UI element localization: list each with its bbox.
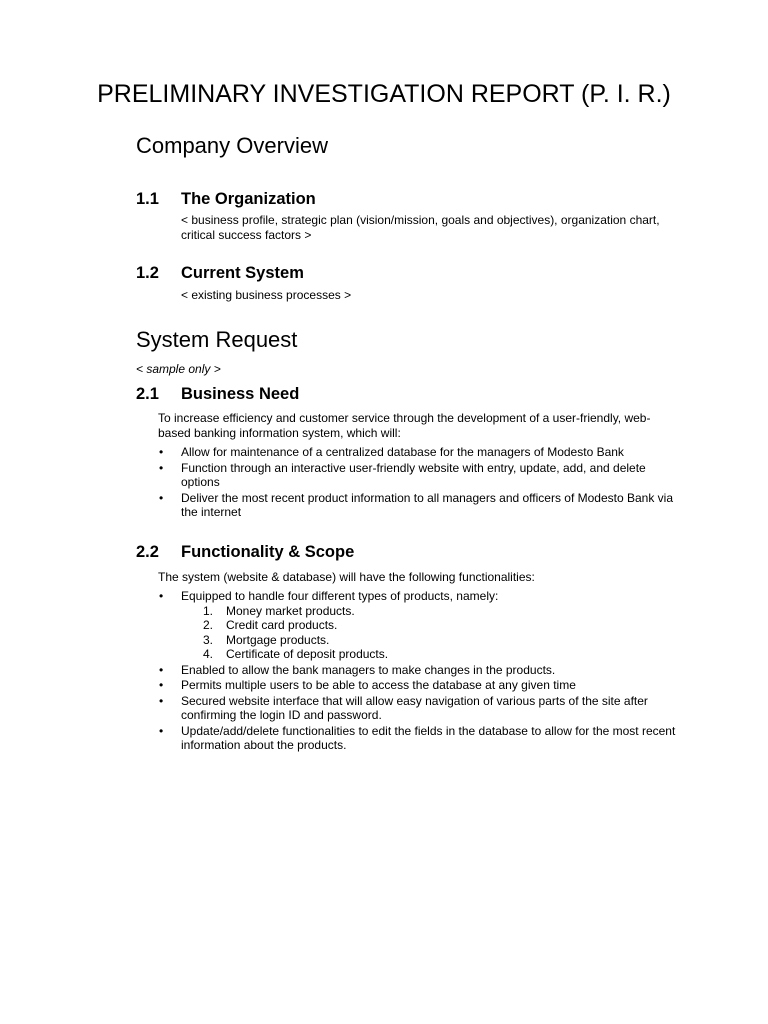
product-number: 1. [203,603,214,618]
product-number: 2. [203,618,214,632]
bullet-icon: • [159,460,164,475]
organization-description: < business profile, strategic plan (vision/mission, goals and objectives), organization chart, critical success factors > [181,213,660,242]
section-heading-company-overview: Company Overview [136,133,328,158]
list-item-text: Update/add/delete functionalities to edit the fields in the database to allow for the most recent information about the products. [181,723,676,752]
functionality-intro: The system (website & database) will have the following functionalities: [158,570,535,584]
subsection-title: The Organization [181,190,316,208]
bullet-icon: • [159,678,164,692]
product-label: Mortgage products. [226,632,330,647]
list-item [158,445,680,460]
subsection-title: Functionality & Scope [181,543,355,561]
bullet-icon: • [159,589,164,603]
subsection-number: 1.1 [136,190,159,208]
list-item-text: Enabled to allow the bank managers to make changes in the products. [181,662,556,677]
subsection-title: Business Need [181,385,300,403]
section-heading-system-request: System Request [136,327,298,352]
list-item [158,678,680,693]
list-item [158,461,680,490]
subsection-title: Current System [181,264,304,282]
subsection-number: 2.1 [136,385,159,403]
business-need-intro: To increase efficiency and customer service through the development of a user-friendly, web-based banking information system, which will: [158,411,651,440]
sample-note: < sample only > [136,362,221,376]
list-item-text: Secured website interface that will allow easy navigation of various parts of the site after confirming the login ID and password. [181,693,648,722]
subsection-number: 1.2 [136,264,159,282]
list-item-text: Equipped to handle four different types of products, namely: [181,589,499,603]
product-item [181,647,680,662]
list-item-text: Allow for maintenance of a centralized database for the managers of Modesto Bank [181,445,624,459]
list-item [158,694,680,723]
list-item-text: Deliver the most recent product information to all managers and officers of Modesto Bank via the internet [181,490,674,519]
bullet-icon: • [159,662,164,677]
product-number: 4. [203,647,214,661]
product-label: Credit card products. [226,618,338,632]
subsection-number: 2.2 [136,543,159,561]
list-item-text: Permits multiple users to be able to access the database at any given time [181,678,576,692]
subsection-heading-2-2 [136,543,354,562]
list-item [158,724,680,753]
product-number: 3. [203,632,214,647]
bullet-icon: • [159,693,164,708]
document-title: PRELIMINARY INVESTIGATION REPORT (P. I. R.) [97,80,671,108]
product-item [181,618,680,633]
product-types-list [181,604,680,662]
list-item [158,663,680,678]
bullet-icon: • [159,445,164,459]
subsection-heading-1-1 [136,190,316,209]
list-item [158,589,680,662]
product-label: Money market products. [226,603,355,618]
product-item [181,633,680,648]
functionality-list [158,589,680,754]
list-item [158,491,680,520]
subsection-heading-2-1 [136,385,299,404]
subsection-heading-1-2 [136,264,304,283]
bullet-icon: • [159,490,164,505]
current-system-description: < existing business processes > [181,288,352,302]
list-item-text: Function through an interactive user-friendly website with entry, update, add, and delete options [181,460,646,489]
product-label: Certificate of deposit products. [226,647,389,661]
bullet-icon: • [159,723,164,738]
business-need-list [158,445,680,521]
product-item [181,604,680,619]
